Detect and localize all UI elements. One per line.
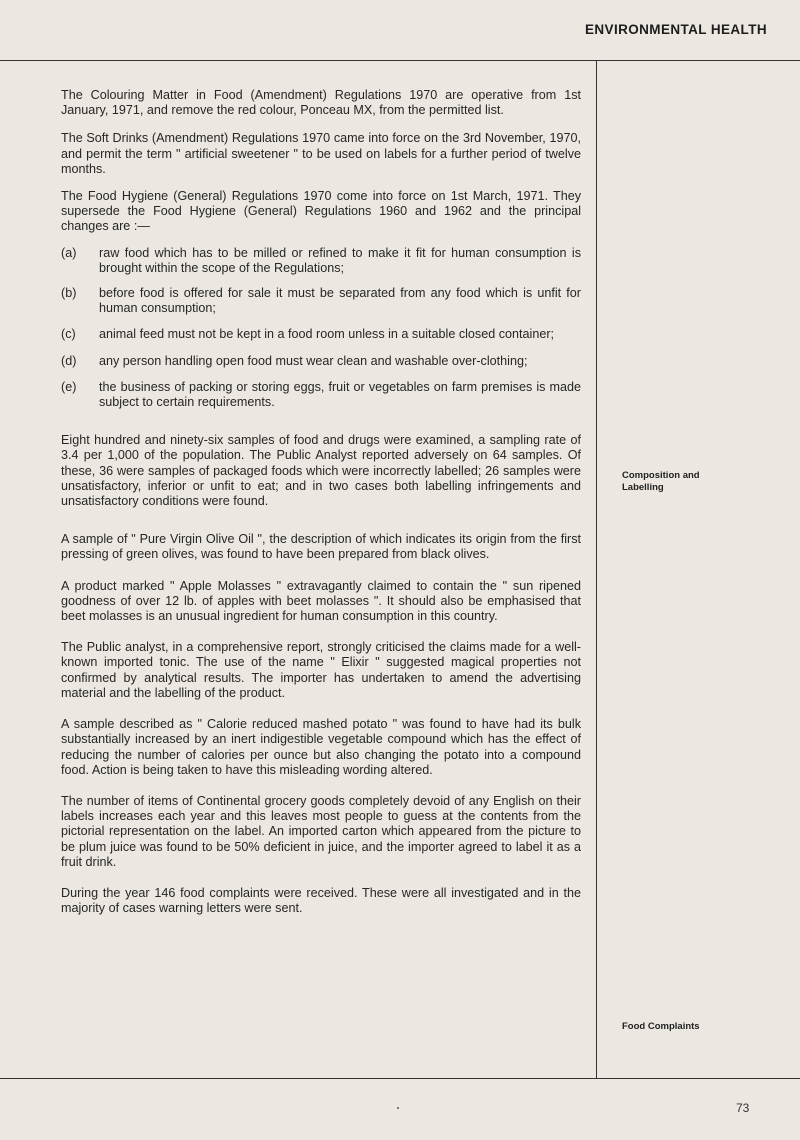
paragraph-food-complaints: During the year 146 food complaints were received. These were all investigated and in the majority of cases warning letters were sent. xyxy=(61,885,581,916)
list-text: animal feed must not be kept in a food room unless in a suitable closed container; xyxy=(99,327,555,342)
top-rule xyxy=(0,60,800,61)
list-item-d xyxy=(61,354,581,369)
margin-note-food-complaints: Food Complaints xyxy=(622,1021,700,1032)
list-label: (a) xyxy=(61,245,77,260)
list-label: (e) xyxy=(61,379,77,394)
list-item-b xyxy=(61,286,581,316)
list-label: (b) xyxy=(61,286,77,301)
list-text: the business of packing or storing eggs, fruit or vegetables on farm premises is made subject to certain requirements. xyxy=(99,379,581,410)
list-text: any person handling open food must wear clean and washable over-clothing; xyxy=(99,353,528,368)
list-label: (c) xyxy=(61,327,76,342)
paragraph-tonic: The Public analyst, in a comprehensive report, strongly criticised the claims made for a well-known imported tonic. The use of the name " Elixir " suggested magical properties not confirmed by analytical results. The importer has undertaken to amend the advertising material and the labelling of the product. xyxy=(61,640,581,700)
print-speck xyxy=(397,1107,399,1109)
running-header: ENVIRONMENTAL HEALTH xyxy=(585,22,767,37)
list-item-a xyxy=(61,246,581,276)
list-label: (d) xyxy=(61,353,77,368)
paragraph-apple-molasses: A product marked " Apple Molasses " extravagantly claimed to contain the " sun ripened goodness of over 12 lb. of apples with beet molasses ". It should also be emphasised that beet molasses is an unusual ingredient for human consumption in this country. xyxy=(61,578,581,624)
page-number: 73 xyxy=(736,1101,750,1115)
paragraph-olive-oil: A sample of " Pure Virgin Olive Oil ", the description of which indicates its origin from the first pressing of green olives, was found to have been prepared from black olives. xyxy=(61,532,581,562)
list-item-e xyxy=(61,380,581,410)
paragraph-mashed-potato: A sample described as " Calorie reduced mashed potato " was found to have had its bulk substantially increased by an inert indigestible vegetable compound which has the effect of reducing the number of calories per ounce but also changing the potato into a compound food. Action is being taken to have this misleading wording altered. xyxy=(61,717,581,777)
paragraph-samples-examined: Eight hundred and ninety-six samples of food and drugs were examined, a sampling rate of 3.4 per 1,000 of the population. The Public Analyst reported adversely on 64 samples. Of these, 36 were samples of packaged foods which were incorrectly labelled; 26 samples were unsatisfactory, inferior or unfit to eat; and in two cases both labelling infringements and unsatisfactory conditions were found. xyxy=(61,433,581,509)
margin-note-composition-labelling: Composition and Labelling xyxy=(622,470,700,493)
column-divider xyxy=(596,60,597,1079)
main-text-column xyxy=(61,88,581,916)
paragraph-colouring-matter: The Colouring Matter in Food (Amendment) Regulations 1970 are operative from 1st January, 1971, and remove the red colour, Ponceau MX, from the permitted list. xyxy=(61,88,581,118)
paragraph-food-hygiene: The Food Hygiene (General) Regulations 1970 come into force on 1st March, 1971. They supersede the Food Hygiene (General) Regulations 1960 and 1962 and the principal changes are :— xyxy=(61,189,581,234)
list-text: before food is offered for sale it must be separated from any food which is unfit for human consumption; xyxy=(99,286,581,316)
bottom-rule xyxy=(0,1078,800,1079)
list-item-c xyxy=(61,327,581,342)
list-text: raw food which has to be milled or refined to make it fit for human consumption is brought within the scope of the Regulations; xyxy=(99,245,581,275)
paragraph-continental-goods: The number of items of Continental grocery goods completely devoid of any English on their labels increases each year and this leaves most people to guess at the contents from the pictorial representation on the label. An imported carton which appeared from the picture to be plum juice was found to be 50% deficient in juice, and the importer agreed to label it as a fruit drink. xyxy=(61,793,581,869)
paragraph-soft-drinks: The Soft Drinks (Amendment) Regulations 1970 came into force on the 3rd November, 1970, and permit the term " artificial sweetener " to be used on labels for a further period of twelve months. xyxy=(61,131,581,176)
